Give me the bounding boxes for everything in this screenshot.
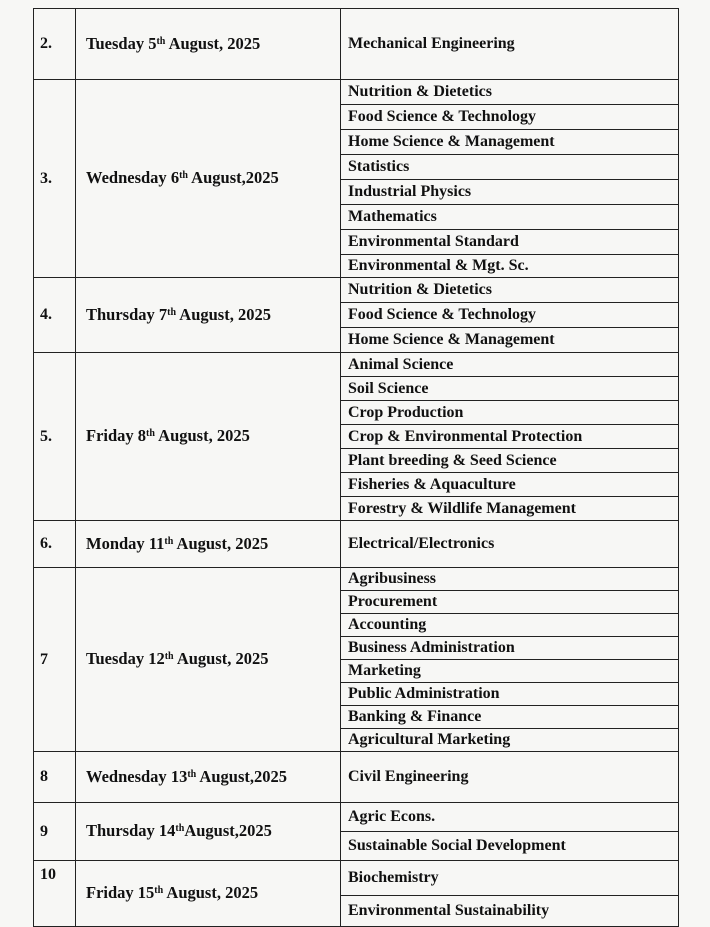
- table-row: [34, 278, 679, 303]
- course-name: Nutrition & Dietetics: [341, 80, 679, 105]
- course-name: Mathematics: [341, 205, 679, 230]
- course-name: Statistics: [341, 155, 679, 180]
- weekday: Wednesday: [86, 168, 167, 188]
- day-number: 12: [148, 649, 165, 669]
- exam-schedule-table: [33, 8, 679, 927]
- course-name: Crop Production: [341, 401, 679, 425]
- month-year: August, 2025: [173, 533, 269, 553]
- weekday: Tuesday: [86, 33, 145, 53]
- course-name: Business Administration: [341, 637, 679, 660]
- exam-date: [76, 521, 341, 568]
- weekday: Friday: [86, 883, 134, 903]
- ordinal-suffix: th: [164, 535, 174, 547]
- day-number: 11: [148, 533, 165, 553]
- table-row: [34, 752, 679, 803]
- day-number: 8: [137, 426, 147, 446]
- serial-number: 4.: [34, 278, 76, 353]
- serial-number: 3.: [34, 80, 76, 278]
- course-name: Mechanical Engineering: [341, 9, 679, 80]
- schedule-body: [34, 9, 679, 927]
- course-name: Banking & Finance: [341, 706, 679, 729]
- course-name: Marketing: [341, 660, 679, 683]
- weekday: Friday: [86, 426, 134, 446]
- month-year: August,2025: [187, 168, 279, 188]
- exam-date: [76, 353, 341, 521]
- exam-date: [76, 861, 341, 927]
- course-name: Civil Engineering: [341, 752, 679, 803]
- exam-date: [76, 9, 341, 80]
- ordinal-suffix: th: [154, 885, 164, 897]
- course-name: Industrial Physics: [341, 180, 679, 205]
- serial-number: 5.: [34, 353, 76, 521]
- course-name: Environmental Standard: [341, 230, 679, 255]
- exam-date: [76, 80, 341, 278]
- ordinal-suffix: th: [164, 651, 174, 663]
- day-number: 13: [170, 766, 188, 786]
- month-year: August,2025: [184, 821, 272, 841]
- course-name: Agric Econs.: [341, 803, 679, 832]
- ordinal-suffix: th: [175, 823, 185, 835]
- course-name: Electrical/Electronics: [341, 521, 679, 568]
- table-row: [34, 568, 679, 591]
- day-number: 14: [158, 821, 176, 841]
- exam-date: [76, 803, 341, 861]
- weekday: Thursday: [86, 304, 155, 324]
- weekday: Wednesday: [86, 766, 167, 786]
- course-name: Home Science & Management: [341, 328, 679, 353]
- course-name: Sustainable Social Development: [341, 832, 679, 861]
- course-name: Crop & Environmental Protection: [341, 425, 679, 449]
- table-row: [34, 353, 679, 377]
- course-name: Animal Science: [341, 353, 679, 377]
- course-name: Food Science & Technology: [341, 303, 679, 328]
- table-row: [34, 9, 679, 80]
- course-name: Forestry & Wildlife Management: [341, 497, 679, 521]
- day-number: 7: [158, 304, 168, 324]
- day-number: 6: [170, 168, 180, 188]
- serial-number: 7: [34, 568, 76, 752]
- course-name: Soil Science: [341, 377, 679, 401]
- course-name: Biochemistry: [341, 861, 679, 896]
- month-year: August, 2025: [176, 304, 271, 324]
- exam-date: [76, 278, 341, 353]
- course-name: Accounting: [341, 614, 679, 637]
- course-name: Agribusiness: [341, 568, 679, 591]
- ordinal-suffix: th: [146, 428, 155, 440]
- course-name: Agricultural Marketing: [341, 729, 679, 752]
- serial-number: 2.: [34, 9, 76, 80]
- course-name: Public Administration: [341, 683, 679, 706]
- table-row: [34, 803, 679, 832]
- course-name: Nutrition & Dietetics: [341, 278, 679, 303]
- table-row: [34, 521, 679, 568]
- course-name: Plant breeding & Seed Science: [341, 449, 679, 473]
- course-name: Environmental & Mgt. Sc.: [341, 255, 679, 278]
- serial-number: 10: [34, 861, 76, 927]
- serial-number: 6.: [34, 521, 76, 568]
- table-row: [34, 861, 679, 896]
- course-name: Home Science & Management: [341, 130, 679, 155]
- month-year: August, 2025: [163, 883, 259, 903]
- ordinal-suffix: th: [187, 768, 197, 780]
- day-number: 15: [137, 883, 155, 903]
- course-name: Food Science & Technology: [341, 105, 679, 130]
- month-year: August, 2025: [173, 649, 269, 669]
- ordinal-suffix: th: [179, 170, 188, 182]
- exam-schedule-sheet: [33, 8, 678, 919]
- weekday: Thursday: [86, 821, 155, 841]
- month-year: August, 2025: [165, 33, 261, 53]
- serial-number: 9: [34, 803, 76, 861]
- exam-date: [76, 568, 341, 752]
- ordinal-suffix: th: [167, 306, 177, 318]
- month-year: August, 2025: [154, 426, 250, 446]
- serial-number: 8: [34, 752, 76, 803]
- ordinal-suffix: th: [156, 35, 166, 47]
- course-name: Fisheries & Aquaculture: [341, 473, 679, 497]
- weekday: Tuesday: [86, 649, 145, 669]
- weekday: Monday: [86, 533, 145, 553]
- exam-date: [76, 752, 341, 803]
- table-row: [34, 80, 679, 105]
- day-number: 5: [148, 33, 157, 53]
- month-year: August,2025: [196, 766, 287, 786]
- course-name: Procurement: [341, 591, 679, 614]
- course-name: Environmental Sustainability: [341, 896, 679, 927]
